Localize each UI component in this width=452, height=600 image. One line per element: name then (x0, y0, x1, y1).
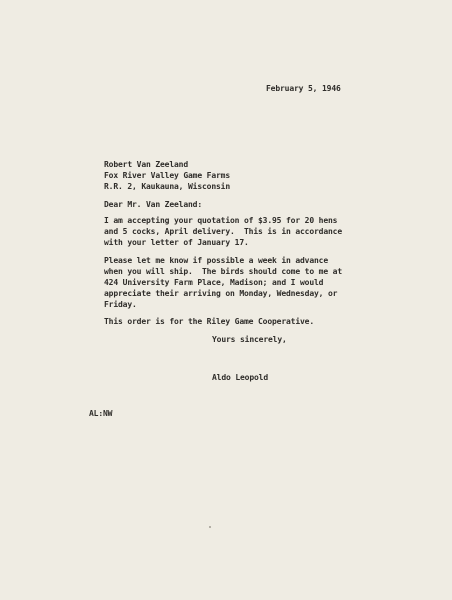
salutation: Dear Mr. Van Zeeland: (104, 200, 202, 209)
body-paragraph-2-line-5: Friday. (104, 300, 137, 309)
letter-date: February 5, 1946 (266, 84, 341, 93)
recipient-name: Robert Van Zeeland (104, 160, 188, 169)
recipient-company: Fox River Valley Game Farms (104, 171, 230, 180)
paper-speck (209, 526, 211, 528)
body-paragraph-1-line-2: and 5 cocks, April delivery. This is in accordance (104, 227, 342, 236)
body-paragraph-2-line-1: Please let me know if possible a week in advance (104, 256, 328, 265)
body-paragraph-3: This order is for the Riley Game Cooperative. (104, 317, 314, 326)
typist-initials: AL:NW (89, 409, 113, 418)
body-paragraph-1-line-3: with your letter of January 17. (104, 238, 249, 247)
signature-typed: Aldo Leopold (212, 373, 268, 382)
body-paragraph-2-line-3: 424 University Farm Place, Madison; and I would (104, 278, 324, 287)
body-paragraph-2-line-4: appreciate their arriving on Monday, Wednesday, or (104, 289, 338, 298)
closing: Yours sincerely, (212, 335, 287, 344)
body-paragraph-2-line-2: when you will ship. The birds should come to me at (104, 267, 342, 276)
body-paragraph-1-line-1: I am accepting your quotation of $3.95 for 20 hens (104, 216, 338, 225)
recipient-address: R.R. 2, Kaukauna, Wisconsin (104, 182, 230, 191)
